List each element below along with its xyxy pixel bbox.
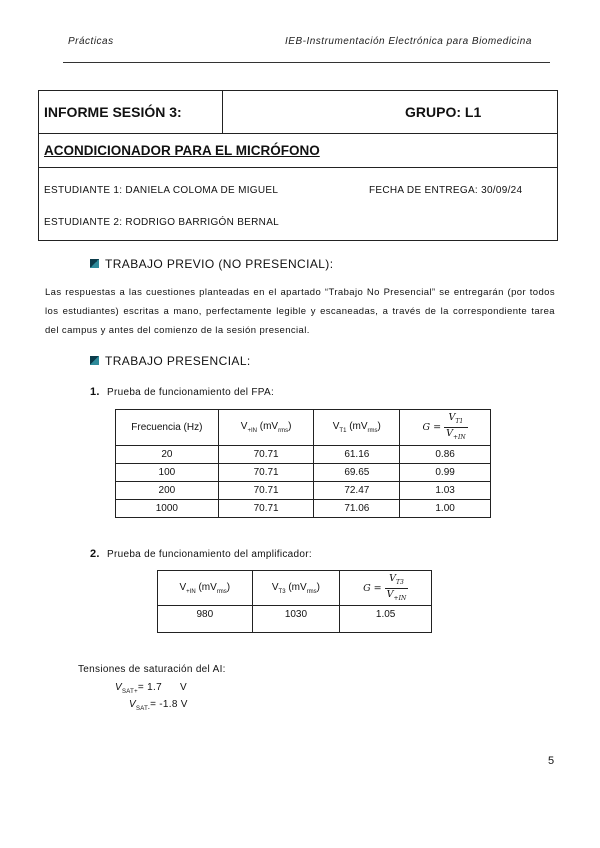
cell-vt: 71.06 xyxy=(314,500,400,518)
item-2-text: Prueba de funcionamiento del amplificador: xyxy=(107,549,312,560)
cell-vt: 61.16 xyxy=(314,446,400,464)
cell-gain: 0.86 xyxy=(400,446,491,464)
table-row xyxy=(158,606,432,633)
table-header-row xyxy=(116,410,491,446)
cell-vin: 70.71 xyxy=(218,464,314,482)
cell-vt: 69.65 xyxy=(314,464,400,482)
cell-freq: 1000 xyxy=(116,500,219,518)
item-2-number: 2. xyxy=(90,548,100,560)
item-1-number: 1. xyxy=(90,386,100,398)
col-header-vin: $V_{+IN}$ $(mV_{rms})$ xyxy=(218,410,314,446)
col-header-vt1: $V_{T1}$ $(mV_{rms})$ xyxy=(314,410,400,446)
cell-gain: 1.03 xyxy=(400,482,491,500)
table-row xyxy=(116,500,491,518)
previo-heading xyxy=(90,257,333,271)
session-title: ACONDICIONADOR PARA EL MICRÓFONO xyxy=(44,143,320,158)
col-header-gain: G = $\frac{V_{T1}}{V_{+IN}}$ xyxy=(400,410,491,446)
table-row xyxy=(116,464,491,482)
previo-paragraph: Las respuestas a las cuestiones planteadas en el apartado “Trabajo No Presencial” se entregarán (por todos los estudiantes) escritas a mano, perfectamente legible y escaneadas, a través de la correspondiente tarea del campus y antes del comienzo de la sesión presencial. xyxy=(45,287,555,336)
informe-label: INFORME SESIÓN 3: xyxy=(44,104,182,120)
fpa-table xyxy=(115,409,491,518)
col-header-vt3: $V_{T3}$ $(mV_{rms})$ xyxy=(252,571,340,606)
cell-vt: 72.47 xyxy=(314,482,400,500)
table-row xyxy=(116,482,491,500)
col-header-vin: $V_{+IN}$ $(mV_{rms})$ xyxy=(158,571,253,606)
cell-vin: 980 xyxy=(158,606,253,633)
cell-freq: 100 xyxy=(116,464,219,482)
bullet-square-icon xyxy=(90,259,99,268)
cell-vt: 1030 xyxy=(252,606,340,633)
header-right: IEB-Instrumentación Electrónica para Biomedicina xyxy=(285,36,532,47)
cell-vin: 70.71 xyxy=(218,446,314,464)
col-header-frequency: Frecuencia (Hz) xyxy=(116,410,219,446)
presencial-heading-text: TRABAJO PRESENCIAL: xyxy=(105,354,251,368)
cell-gain: 1.00 xyxy=(400,500,491,518)
saturation-positive: $V_{SAT+}= 1.7$ V xyxy=(115,682,187,695)
cell-freq: 200 xyxy=(116,482,219,500)
cell-gain: 0.99 xyxy=(400,464,491,482)
item-2 xyxy=(90,548,312,560)
saturation-negative: $V_{SAT-}= -1.8$ V xyxy=(129,699,188,712)
cell-gain: 1.05 xyxy=(340,606,432,633)
col-header-gain: G = $\frac{V_{T3}}{V_{+IN}}$ xyxy=(340,571,432,606)
cell-vin: 70.71 xyxy=(218,500,314,518)
previo-heading-text: TRABAJO PREVIO (NO PRESENCIAL): xyxy=(105,257,334,271)
header-left: Prácticas xyxy=(68,36,114,47)
info-row-separator xyxy=(222,91,223,133)
delivery-date: FECHA DE ENTREGA: 30/09/24 xyxy=(369,185,523,196)
item-1-text: Prueba de funcionamiento del FPA: xyxy=(107,387,275,398)
header-divider xyxy=(63,62,550,63)
amplifier-table xyxy=(157,570,432,633)
bullet-square-icon xyxy=(90,356,99,365)
student-2: ESTUDIANTE 2: RODRIGO BARRIGÓN BERNAL xyxy=(44,217,280,228)
cell-freq: 20 xyxy=(116,446,219,464)
item-1 xyxy=(90,386,274,398)
info-box xyxy=(38,90,558,241)
page-number: 5 xyxy=(548,755,555,767)
grupo-label: GRUPO: L1 xyxy=(405,104,482,120)
table-header-row xyxy=(158,571,432,606)
presencial-heading xyxy=(90,354,251,368)
student-1: ESTUDIANTE 1: DANIELA COLOMA DE MIGUEL xyxy=(44,185,279,196)
table-row xyxy=(116,446,491,464)
cell-vin: 70.71 xyxy=(218,482,314,500)
saturation-title: Tensiones de saturación del AI: xyxy=(78,664,226,675)
